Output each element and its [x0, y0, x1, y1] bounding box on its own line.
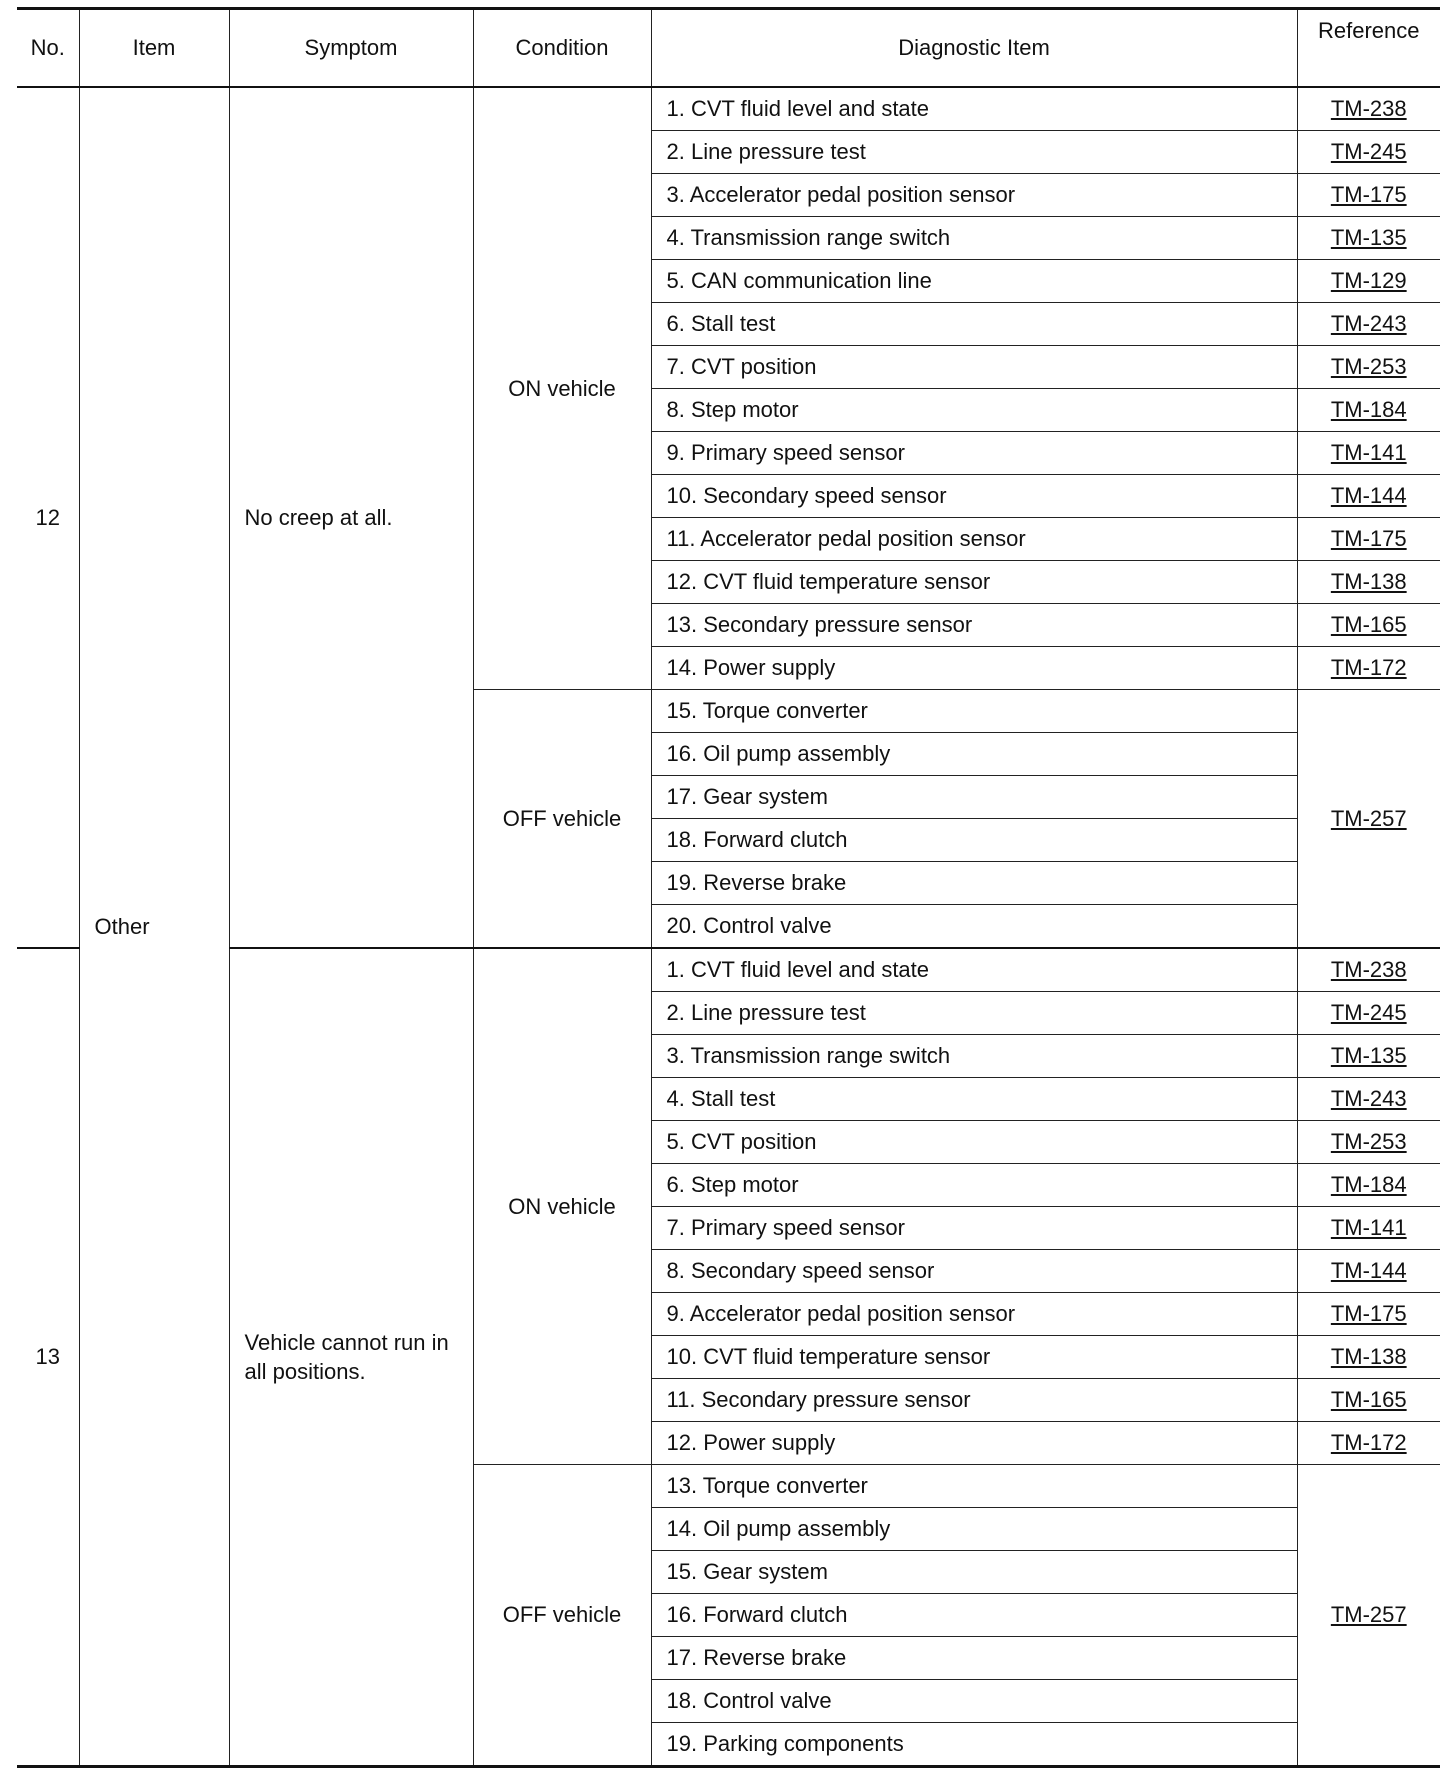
- diagnostic-item: 9. Primary speed sensor: [651, 432, 1297, 475]
- reference-link[interactable]: TM-144: [1330, 483, 1407, 508]
- reference-link[interactable]: TM-175: [1330, 526, 1407, 551]
- diagnostic-item: 18. Forward clutch: [651, 819, 1297, 862]
- diagnostic-item: 8. Secondary speed sensor: [651, 1250, 1297, 1293]
- reference-link[interactable]: TM-138: [1330, 1344, 1407, 1369]
- diagnostic-item: 16. Oil pump assembly: [651, 733, 1297, 776]
- diagnostic-item: 1. CVT fluid level and state: [651, 948, 1297, 992]
- reference-cell: [1297, 948, 1440, 992]
- diagnostic-item: 13. Torque converter: [651, 1465, 1297, 1508]
- reference-link[interactable]: TM-184: [1330, 1172, 1407, 1197]
- reference-link[interactable]: TM-243: [1330, 1086, 1407, 1111]
- condition-on-vehicle: ON vehicle: [473, 87, 651, 690]
- diagnostic-item: 11. Accelerator pedal position sensor: [651, 518, 1297, 561]
- diagnostic-item: 3. Accelerator pedal position sensor: [651, 174, 1297, 217]
- reference-link[interactable]: TM-238: [1330, 96, 1407, 121]
- diagnostic-item: 15. Gear system: [651, 1551, 1297, 1594]
- reference-cell: [1297, 346, 1440, 389]
- diagnostic-item: 11. Secondary pressure sensor: [651, 1379, 1297, 1422]
- header-no: No.: [17, 9, 79, 88]
- reference-link[interactable]: TM-184: [1330, 397, 1407, 422]
- group-number: 12: [17, 87, 79, 948]
- reference-link[interactable]: TM-253: [1330, 1129, 1407, 1154]
- diagnostic-item: 10. CVT fluid temperature sensor: [651, 1336, 1297, 1379]
- reference-cell: [1297, 1379, 1440, 1422]
- diagnostic-item: 8. Step motor: [651, 389, 1297, 432]
- symptom-cell: Vehicle cannot run in all positions.: [229, 948, 473, 1767]
- reference-link[interactable]: TM-138: [1330, 569, 1407, 594]
- diagnostic-item: 18. Control valve: [651, 1680, 1297, 1723]
- condition-off-vehicle: OFF vehicle: [473, 1465, 651, 1767]
- reference-link[interactable]: TM-175: [1330, 182, 1407, 207]
- diagnostic-item: 15. Torque converter: [651, 690, 1297, 733]
- reference-link[interactable]: TM-135: [1330, 1043, 1407, 1068]
- reference-cell: [1297, 389, 1440, 432]
- reference-link[interactable]: TM-253: [1330, 354, 1407, 379]
- reference-cell: [1297, 561, 1440, 604]
- header-symptom: Symptom: [229, 9, 473, 88]
- reference-link[interactable]: TM-238: [1330, 957, 1407, 982]
- condition-off-vehicle: OFF vehicle: [473, 690, 651, 949]
- reference-cell: [1297, 87, 1440, 131]
- reference-cell: [1297, 260, 1440, 303]
- reference-link[interactable]: TM-165: [1330, 612, 1407, 637]
- diagnostic-item: 6. Step motor: [651, 1164, 1297, 1207]
- diagnostic-item: 10. Secondary speed sensor: [651, 475, 1297, 518]
- reference-cell: [1297, 518, 1440, 561]
- reference-cell: [1297, 1336, 1440, 1379]
- diagnostic-item: 14. Power supply: [651, 647, 1297, 690]
- diagnostic-item: 17. Reverse brake: [651, 1637, 1297, 1680]
- diagnostic-item: 20. Control valve: [651, 905, 1297, 949]
- condition-on-vehicle: ON vehicle: [473, 948, 651, 1465]
- diagnostic-item: 4. Stall test: [651, 1078, 1297, 1121]
- diagnostic-item: 3. Transmission range switch: [651, 1035, 1297, 1078]
- reference-cell: [1297, 992, 1440, 1035]
- reference-cell: [1297, 174, 1440, 217]
- reference-link[interactable]: TM-172: [1330, 655, 1407, 680]
- diagnostic-item: 2. Line pressure test: [651, 131, 1297, 174]
- diagnostic-item: 4. Transmission range switch: [651, 217, 1297, 260]
- header-condition: Condition: [473, 9, 651, 88]
- reference-link[interactable]: TM-245: [1330, 1000, 1407, 1025]
- table-row: [17, 948, 1440, 992]
- reference-cell: [1297, 1250, 1440, 1293]
- diagnostic-item: 2. Line pressure test: [651, 992, 1297, 1035]
- diagnostic-item: 13. Secondary pressure sensor: [651, 604, 1297, 647]
- diagnostic-item: 17. Gear system: [651, 776, 1297, 819]
- reference-cell: [1297, 1293, 1440, 1336]
- diagnostic-item: 12. Power supply: [651, 1422, 1297, 1465]
- diagnostic-item: 1. CVT fluid level and state: [651, 87, 1297, 131]
- diagnostic-item: 14. Oil pump assembly: [651, 1508, 1297, 1551]
- header-row: [17, 9, 1440, 88]
- symptom-cell: No creep at all.: [229, 87, 473, 948]
- diagnostic-item: 7. CVT position: [651, 346, 1297, 389]
- reference-link[interactable]: TM-257: [1330, 805, 1407, 831]
- diagnostic-item: 19. Parking components: [651, 1723, 1297, 1767]
- reference-link[interactable]: TM-172: [1330, 1430, 1407, 1455]
- reference-cell: [1297, 217, 1440, 260]
- reference-cell: [1297, 1035, 1440, 1078]
- reference-link[interactable]: TM-175: [1330, 1301, 1407, 1326]
- header-diagnostic-item: Diagnostic Item: [651, 9, 1297, 88]
- reference-link[interactable]: TM-129: [1330, 268, 1407, 293]
- diagnostic-item: 19. Reverse brake: [651, 862, 1297, 905]
- reference-cell: [1297, 1465, 1440, 1767]
- reference-cell: [1297, 1121, 1440, 1164]
- reference-link[interactable]: TM-165: [1330, 1387, 1407, 1412]
- group-number: 13: [17, 948, 79, 1767]
- reference-link[interactable]: TM-257: [1330, 1602, 1407, 1627]
- diagnosis-table: [17, 7, 1440, 1768]
- header-item: Item: [79, 9, 229, 88]
- reference-cell: [1297, 303, 1440, 346]
- reference-link[interactable]: TM-141: [1330, 1215, 1407, 1240]
- diagnostic-item: 5. CVT position: [651, 1121, 1297, 1164]
- reference-link[interactable]: TM-243: [1330, 311, 1407, 336]
- diagnostic-item: 12. CVT fluid temperature sensor: [651, 561, 1297, 604]
- reference-cell: [1297, 604, 1440, 647]
- diagnostic-item: 6. Stall test: [651, 303, 1297, 346]
- reference-link[interactable]: TM-141: [1330, 440, 1407, 465]
- reference-cell: [1297, 1422, 1440, 1465]
- reference-link[interactable]: TM-245: [1330, 139, 1407, 164]
- diagnostic-item: 9. Accelerator pedal position sensor: [651, 1293, 1297, 1336]
- reference-cell: [1297, 647, 1440, 690]
- reference-link[interactable]: TM-144: [1330, 1258, 1407, 1283]
- diagnostic-item: 16. Forward clutch: [651, 1594, 1297, 1637]
- reference-cell: [1297, 1207, 1440, 1250]
- header-reference: Reference: [1297, 9, 1440, 88]
- table-body: [17, 87, 1440, 1767]
- table-row: [17, 87, 1440, 131]
- reference-cell: [1297, 432, 1440, 475]
- reference-cell: [1297, 475, 1440, 518]
- reference-cell: [1297, 1078, 1440, 1121]
- reference-cell: [1297, 131, 1440, 174]
- reference-cell: [1297, 690, 1440, 949]
- diagnostic-item: 5. CAN communication line: [651, 260, 1297, 303]
- diagnostic-item: 7. Primary speed sensor: [651, 1207, 1297, 1250]
- reference-cell: [1297, 1164, 1440, 1207]
- reference-link[interactable]: TM-135: [1330, 225, 1407, 250]
- item-cell: Other: [79, 87, 229, 1767]
